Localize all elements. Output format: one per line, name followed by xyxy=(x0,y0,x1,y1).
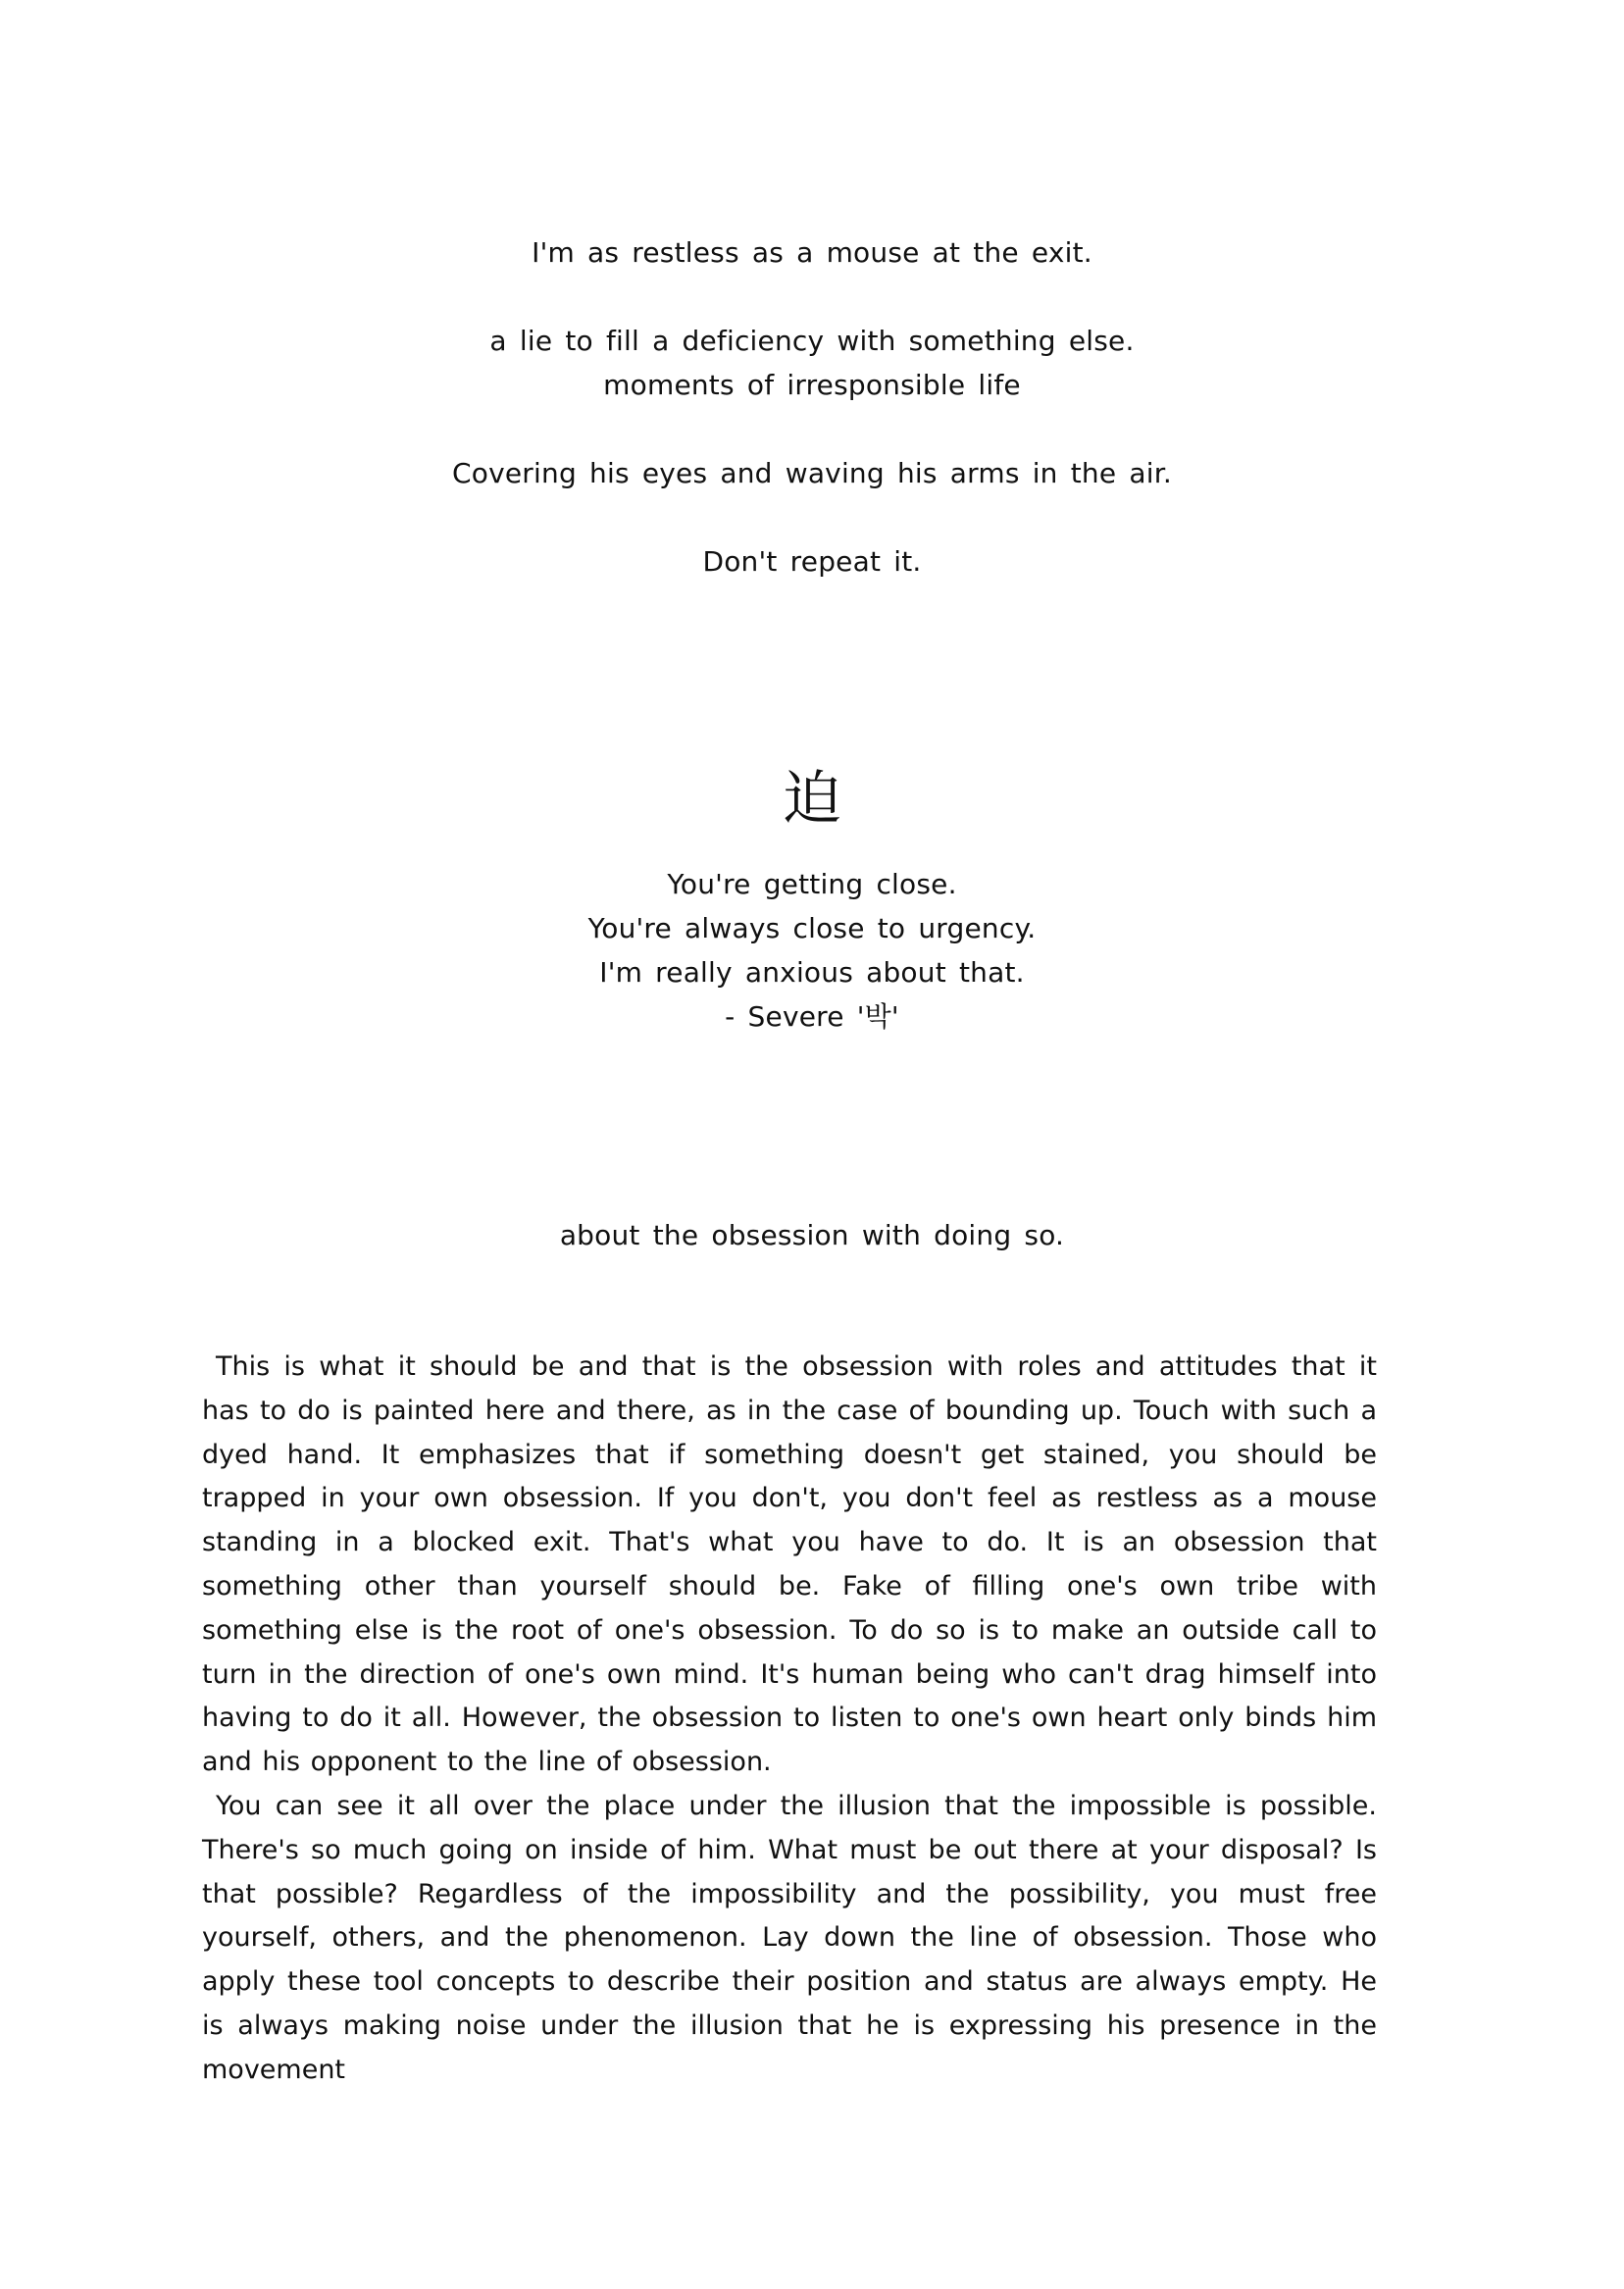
essay-subtitle: about the obsession with doing so. xyxy=(559,1219,1065,1251)
verse-1-line-5: Don't repeat it. xyxy=(702,545,922,578)
essay-body xyxy=(202,1346,1377,2093)
verse-1-line-1: I'm as restless as a mouse at the exit. xyxy=(532,236,1092,269)
verse-2-line-2: You're always close to urgency. xyxy=(587,912,1037,944)
verse-2-line-3: I'm really anxious about that. xyxy=(599,956,1025,989)
essay-paragraph-2: You can see it all over the place under the illusion that the impossible is possible. There's so much going on inside of him. What must be out there at your disposal? Is that possible? Regardless of the impossibility and the possibility, you must free yourself, others, and the phenomenon. Lay down the line of obsession. Those who apply these tool concepts to describe their position and status are always empty. He is always making noise under the illusion that he is expressing his presence in the movement xyxy=(202,1790,1377,2085)
hanja-character: 迫 xyxy=(783,765,841,834)
verse-1-line-4: Covering his eyes and waving his arms in the air. xyxy=(452,457,1172,489)
verse-2-line-1: You're getting close. xyxy=(667,868,957,900)
verse-1-line-2: a lie to fill a deficiency with something else. xyxy=(489,325,1135,357)
essay-paragraph-1: This is what it should be and that is the obsession with roles and attitudes that it has to do is painted here and there, as in the case of bounding up. Touch with such a dyed hand. It emphasizes that if something doesn't get stained, you should be trapped in your own obsession. If you don't, you don't feel as restless as a mouse standing in a blocked exit. That's what you have to do. It is an obsession that something other than yourself should be. Fake of filling one's own tribe with something else is the root of one's obsession. To do so is to make an outside call to turn in the direction of one's own mind. It's human being who can't drag himself into having to do it all. However, the obsession to listen to one's own heart only binds him and his opponent to the line of obsession. xyxy=(202,1351,1377,1778)
verse-2-line-4: - Severe '박' xyxy=(725,1000,899,1033)
verse-1-line-3: moments of irresponsible life xyxy=(603,369,1021,401)
